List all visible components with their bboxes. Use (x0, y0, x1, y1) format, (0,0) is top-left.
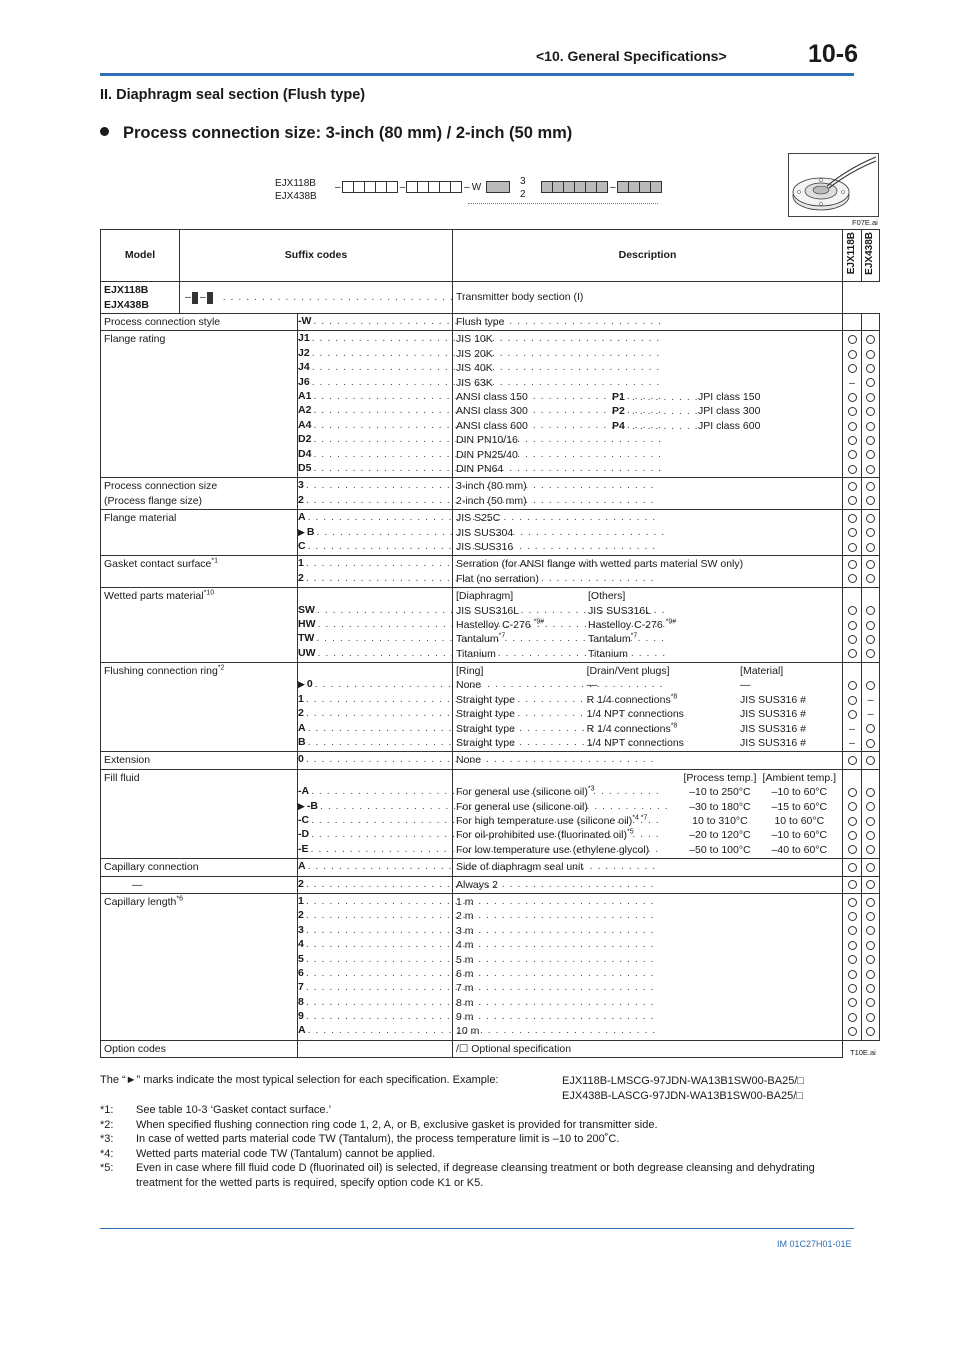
ejx118b-marks (843, 859, 862, 876)
header-description: Description (453, 230, 843, 282)
available-circle-icon (866, 756, 875, 765)
row-codes (298, 331, 453, 478)
table-row (101, 876, 880, 893)
available-circle-icon (866, 681, 875, 690)
available-circle-icon (866, 450, 875, 459)
row-description: JIS 10K JIS 20K JIS 40K JIS 63K ANSI class 150 P1 . . . . . . . . . JPI class 150 ANSI class 300 P2 . . . . . . . . . JPI class 300 ANSI class 600 P4 . . . . . . . . . JPI class 600 DIN PN10/16 DIN PN25/40 DIN PN64 (453, 331, 843, 478)
available-circle-icon (848, 335, 857, 344)
code-line: -E . . . (298, 842, 452, 856)
available-circle-icon (848, 606, 857, 615)
row-label: Option codes (101, 1040, 298, 1057)
available-circle-icon (866, 496, 875, 505)
available-circle-icon (848, 802, 857, 811)
code-line: 1 . . . (298, 894, 452, 908)
code-line: A4 . . . (298, 418, 452, 432)
row-label: Fill fluid (101, 769, 298, 858)
model-row (101, 282, 880, 314)
available-circle-icon (848, 364, 857, 373)
code-size-options (520, 175, 526, 201)
code-line: 8 . . . (298, 995, 452, 1009)
code-line: 1 . . . (298, 692, 452, 706)
available-circle-icon (848, 350, 857, 359)
code-line: UW . . . (298, 646, 452, 660)
available-circle-icon (866, 635, 875, 644)
typical-arrow-icon: ▶ (298, 679, 305, 690)
ejx438b-marks (862, 876, 880, 893)
image-tag: F07E.ai (852, 218, 878, 227)
row-label: Process connection size (Process flange size) (101, 478, 298, 510)
row-label: Flushing connection ring$^{*2}$ (101, 663, 298, 752)
code-line: HW . . . (298, 617, 452, 631)
available-circle-icon (866, 970, 875, 979)
available-circle-icon (866, 984, 875, 993)
ejx438b-marks (862, 859, 880, 876)
row-label: Extension (101, 752, 298, 769)
available-circle-icon (848, 898, 857, 907)
code-line: 2 . . . (298, 908, 452, 922)
typical-arrow-icon: ▶ (298, 800, 305, 811)
code-line: J6 . . . (298, 375, 452, 389)
row-description: [Diaphragm] [Others] JIS SUS316L JIS SUS316L Hastelloy C-276 $^{*9\#}$ Hastelloy C-276 $^{*9\#}$ Tantalum$^{*7}$ Tantalum$^{*7}$ Titanium Titanium (453, 588, 843, 663)
ejx438b-marks (862, 510, 880, 556)
bullet-heading (100, 124, 572, 143)
code-line: 2 . . . (298, 571, 452, 585)
available-circle-icon (866, 514, 875, 523)
table-row (101, 893, 880, 1040)
table-row (101, 314, 880, 331)
available-circle-icon (866, 739, 875, 748)
available-circle-icon (848, 407, 857, 416)
ejx438b-marks (862, 588, 880, 663)
code-line: 0 . . . (298, 752, 452, 766)
ejx438b-marks (862, 752, 880, 769)
footnotes (100, 1103, 840, 1190)
table-row (101, 1040, 880, 1057)
row-codes (298, 1040, 453, 1057)
table-row (101, 663, 880, 752)
ejx438b-marks (862, 314, 880, 331)
available-circle-icon (866, 802, 875, 811)
available-circle-icon (866, 621, 875, 630)
ejx118b-marks (843, 876, 862, 893)
available-circle-icon (866, 863, 875, 872)
ejx118b-marks (843, 314, 862, 331)
code-line: A . . . (298, 510, 452, 524)
available-circle-icon (848, 422, 857, 431)
row-codes (298, 314, 453, 331)
row-description: 1 m 2 m 3 m 4 m 5 m 6 m 7 m 8 m 9 m 10 m (453, 893, 843, 1040)
table-row (101, 859, 880, 876)
available-circle-icon (866, 482, 875, 491)
available-circle-icon (866, 817, 875, 826)
available-circle-icon (848, 635, 857, 644)
available-circle-icon (866, 465, 875, 474)
row-description: Side of diaphragm seal unit (453, 859, 843, 876)
footnote: *3: In case of wetted parts material code TW (Tantalum), the process temperature limit is –10 to 200˚C. (100, 1133, 620, 1145)
code-line (298, 770, 452, 784)
code-line: 5 . . . (298, 952, 452, 966)
available-circle-icon (848, 465, 857, 474)
example-code-1: EJX118B-LMSCG-97JDN-WA13B1SW00-BA25/□ (562, 1075, 805, 1087)
available-circle-icon (848, 880, 857, 889)
available-circle-icon (848, 788, 857, 797)
available-circle-icon (848, 710, 857, 719)
row-description: 3-inch (80 mm) 2-inch (50 mm) (453, 478, 843, 510)
example-code-2: EJX438B-LASCG-97JDN-WA13B1SW00-BA25/□ (562, 1089, 803, 1102)
code-line: -W . . . (298, 314, 452, 328)
code-line (298, 588, 452, 602)
available-circle-icon (848, 681, 857, 690)
header-model: Model (101, 230, 180, 282)
row-codes (298, 876, 453, 893)
row-description: Always 2 (453, 876, 843, 893)
diaphragm-seal-image (788, 153, 879, 217)
typical-arrow-icon: ▶ (298, 526, 305, 537)
available-circle-icon (848, 696, 857, 705)
available-circle-icon (866, 407, 875, 416)
code-line: 9 . . . (298, 1009, 452, 1023)
code-size-3: 3 (520, 176, 526, 187)
available-circle-icon (848, 831, 857, 840)
row-label: Capillary connection (101, 859, 298, 876)
available-circle-icon (848, 955, 857, 964)
row-codes (298, 859, 453, 876)
code-size-2: 2 (520, 189, 526, 200)
ejx438b-marks (862, 478, 880, 510)
available-circle-icon (866, 898, 875, 907)
available-circle-icon (866, 350, 875, 359)
code-line: 3 . . . (298, 923, 452, 937)
available-circle-icon (848, 756, 857, 765)
code-line: 6 . . . (298, 966, 452, 980)
code-line: 2 . . . (298, 706, 452, 720)
available-circle-icon (866, 724, 875, 733)
available-circle-icon (848, 574, 857, 583)
footer-rule (100, 1228, 854, 1229)
available-circle-icon (866, 606, 875, 615)
footnote: *4: Wetted parts material code TW (Tantalum) cannot be applied. (100, 1147, 436, 1160)
row-label: Flange rating (101, 331, 298, 478)
code-line: A2 . . . (298, 403, 452, 417)
row-codes (298, 663, 453, 752)
row-label: Gasket contact surface$^{*1}$ (101, 556, 298, 588)
code-line: D4 . . . (298, 447, 452, 461)
available-circle-icon (866, 1013, 875, 1022)
row-codes (298, 556, 453, 588)
code-line: A . . . (298, 1023, 452, 1037)
typical-note: The “►” marks indicate the most typical selection for each specification. Example: (100, 1074, 499, 1086)
available-circle-icon (848, 984, 857, 993)
available-circle-icon (848, 970, 857, 979)
row-codes (298, 752, 453, 769)
footnote: *2: When specified flushing connection ring code 1, 2, A, or B, exclusive gasket is provided for transmitter side. (100, 1118, 658, 1131)
available-circle-icon (866, 998, 875, 1007)
ejx118b-marks (843, 752, 862, 769)
header-suffix: Suffix codes (180, 230, 453, 282)
available-circle-icon (848, 450, 857, 459)
row-description: None (453, 752, 843, 769)
ejx118b-marks (843, 893, 862, 1040)
available-circle-icon (848, 528, 857, 537)
code-line: A . . . (298, 859, 452, 873)
code-line (298, 663, 452, 677)
model-code-diagram (275, 173, 675, 213)
available-circle-icon (848, 817, 857, 826)
footnote: *5: Even in case where fill fluid code D (fluorinated oil) is selected, if degrease cleansing treatment or both degrease cleansing and dehydrating treatment for the wetted parts is required, specify option code K1 or K5. (100, 1162, 815, 1189)
available-circle-icon (866, 880, 875, 889)
code-model-1: EJX118B (275, 178, 316, 189)
code-line: B . . . (298, 735, 452, 749)
code-line: ▶ 0 . . . (298, 677, 452, 691)
available-circle-icon (866, 941, 875, 950)
ejx118b-marks: – – (843, 663, 862, 752)
ejx438b-marks (862, 893, 880, 1040)
bullet-heading-text: Process connection size: 3-inch (80 mm) / 2-inch (50 mm) (123, 124, 573, 142)
spec-table (100, 229, 880, 1058)
available-circle-icon (848, 941, 857, 950)
available-circle-icon (866, 543, 875, 552)
ejx118b-marks: – (843, 331, 862, 478)
example-codes (562, 1074, 804, 1103)
row-codes (298, 510, 453, 556)
bullet-icon (100, 127, 109, 136)
available-circle-icon (848, 560, 857, 569)
available-circle-icon (848, 496, 857, 505)
available-circle-icon (848, 912, 857, 921)
available-circle-icon (866, 436, 875, 445)
row-codes (298, 478, 453, 510)
table-row (101, 769, 880, 858)
ejx118b-marks (843, 588, 862, 663)
available-circle-icon (848, 649, 857, 658)
table-row (101, 510, 880, 556)
code-line: J4 . . . (298, 360, 452, 374)
code-line: ▶ -B . . . (298, 799, 452, 813)
available-circle-icon (848, 621, 857, 630)
available-circle-icon (848, 436, 857, 445)
available-circle-icon (866, 364, 875, 373)
model-names: EJX118B EJX438B (101, 282, 180, 314)
code-line: 2 . . . (298, 493, 452, 507)
code-line: -C . . . (298, 813, 452, 827)
ejx438b-marks: – – (862, 663, 880, 752)
row-codes (298, 893, 453, 1040)
available-circle-icon (866, 422, 875, 431)
ejx118b-marks (843, 769, 862, 858)
available-circle-icon (848, 393, 857, 402)
row-label: Process connection style (101, 314, 298, 331)
available-circle-icon (866, 378, 875, 387)
row-label: Flange material (101, 510, 298, 556)
code-line: 3 . . . (298, 478, 452, 492)
available-circle-icon (848, 543, 857, 552)
row-description: Flush type (453, 314, 843, 331)
ejx118b-marks (843, 556, 862, 588)
available-circle-icon (866, 393, 875, 402)
code-line: 1 . . . (298, 556, 452, 570)
available-circle-icon (866, 955, 875, 964)
available-circle-icon (866, 335, 875, 344)
code-line: 4 . . . (298, 937, 452, 951)
available-circle-icon (866, 574, 875, 583)
available-circle-icon (866, 831, 875, 840)
available-circle-icon (848, 1013, 857, 1022)
available-circle-icon (866, 1027, 875, 1036)
code-line: ▶ B . . . (298, 525, 452, 539)
available-circle-icon (866, 845, 875, 854)
section-title: II. Diaphragm seal section (Flush type) (100, 87, 366, 103)
table-header-row (101, 230, 880, 282)
table-row (101, 478, 880, 510)
code-line: 7 . . . (298, 980, 452, 994)
code-diagram-models (275, 177, 317, 203)
available-circle-icon (866, 926, 875, 935)
row-codes (298, 588, 453, 663)
code-line: A1 . . . (298, 389, 452, 403)
code-line: C . . . (298, 539, 452, 553)
ejx118b-marks (843, 478, 862, 510)
table-row (101, 331, 880, 478)
available-circle-icon (866, 528, 875, 537)
row-description: /☐ Optional specification (453, 1040, 843, 1057)
available-circle-icon (866, 788, 875, 797)
available-circle-icon (866, 912, 875, 921)
document-number: IM 01C27H01-01E (777, 1239, 852, 1249)
available-circle-icon (848, 863, 857, 872)
table-tag: T10E.ai (850, 1048, 876, 1057)
model-description: Transmitter body section (I) (453, 282, 843, 314)
code-line: TW . . . (298, 631, 452, 645)
available-circle-icon (866, 560, 875, 569)
available-circle-icon (848, 1027, 857, 1036)
row-description: [Ring] [Drain/Vent plugs] [Material] None — — Straight type R 1/4 connections$^{*8}$ JIS SUS316 # Straight type 1/4 NPT connections JIS SUS316 # Straight type R 1/4 connections$^{*8}$ JIS SUS316 # Straight type 1/4 NPT connections JIS SUS316 # (453, 663, 843, 752)
code-line: J1 . . . (298, 331, 452, 345)
page-number: 10-6 (808, 40, 859, 68)
available-circle-icon (866, 649, 875, 658)
code-w: W (471, 181, 482, 193)
running-header: <10. General Specifications> (536, 48, 727, 64)
code-line: J2 . . . (298, 346, 452, 360)
ejx438b-marks (862, 331, 880, 478)
code-line: -A . . . (298, 784, 452, 798)
code-model-2: EJX438B (275, 191, 317, 202)
code-line: SW . . . (298, 603, 452, 617)
available-circle-icon (848, 482, 857, 491)
code-line: D5 . . . (298, 461, 452, 475)
header-ejx438b: EJX438B (862, 230, 880, 282)
available-circle-icon (848, 998, 857, 1007)
ejx118b-marks (843, 510, 862, 556)
row-description: Serration (for ANSI flange with wetted parts material SW only) Flat (no serration) (453, 556, 843, 588)
row-label: Capillary length$^{*6}$ (101, 893, 298, 1040)
code-diagram-boxes: – – – W – (333, 181, 662, 193)
footnote: *1: See table 10-3 ‘Gasket contact surface.’ (100, 1104, 332, 1116)
code-line: -D . . . (298, 827, 452, 841)
available-circle-icon (848, 926, 857, 935)
row-label: — (101, 876, 298, 893)
ejx438b-marks (862, 769, 880, 858)
code-line: D2 . . . (298, 432, 452, 446)
table-row (101, 752, 880, 769)
model-suffix-boxes: – – . . . . . . . . . . . . . . . . . . . . . . . . . . . . . . (180, 282, 453, 314)
table-row (101, 588, 880, 663)
table-row (101, 556, 880, 588)
row-description: JIS S25C JIS SUS304 JIS SUS316 (453, 510, 843, 556)
header-rule (100, 73, 854, 76)
available-circle-icon (848, 845, 857, 854)
row-label: Wetted parts material$^{*10}$ (101, 588, 298, 663)
header-ejx118b: EJX118B (843, 230, 862, 282)
row-description: [Process temp.] [Ambient temp.] For general use (silicone oil)$^{*3}$ –10 to 250°C –10 to 60°C For general use (silicone oil) –30 to 180°C –15 to 60°C For high temperature use (silicone oil)$^{*4 *7}$ 10 to 310°C 10 to 60°C For oil-prohibited use (fluorinated oil)$^{*5}$ –20 to 120°C –10 to 60°C For low temperature use (ethylene glycol) –50 to 100°C –40 to 60°C (453, 769, 843, 858)
ejx438b-marks (862, 556, 880, 588)
code-line: 2 . . . (298, 877, 452, 891)
code-line: A . . . (298, 721, 452, 735)
available-circle-icon (848, 514, 857, 523)
row-codes (298, 769, 453, 858)
